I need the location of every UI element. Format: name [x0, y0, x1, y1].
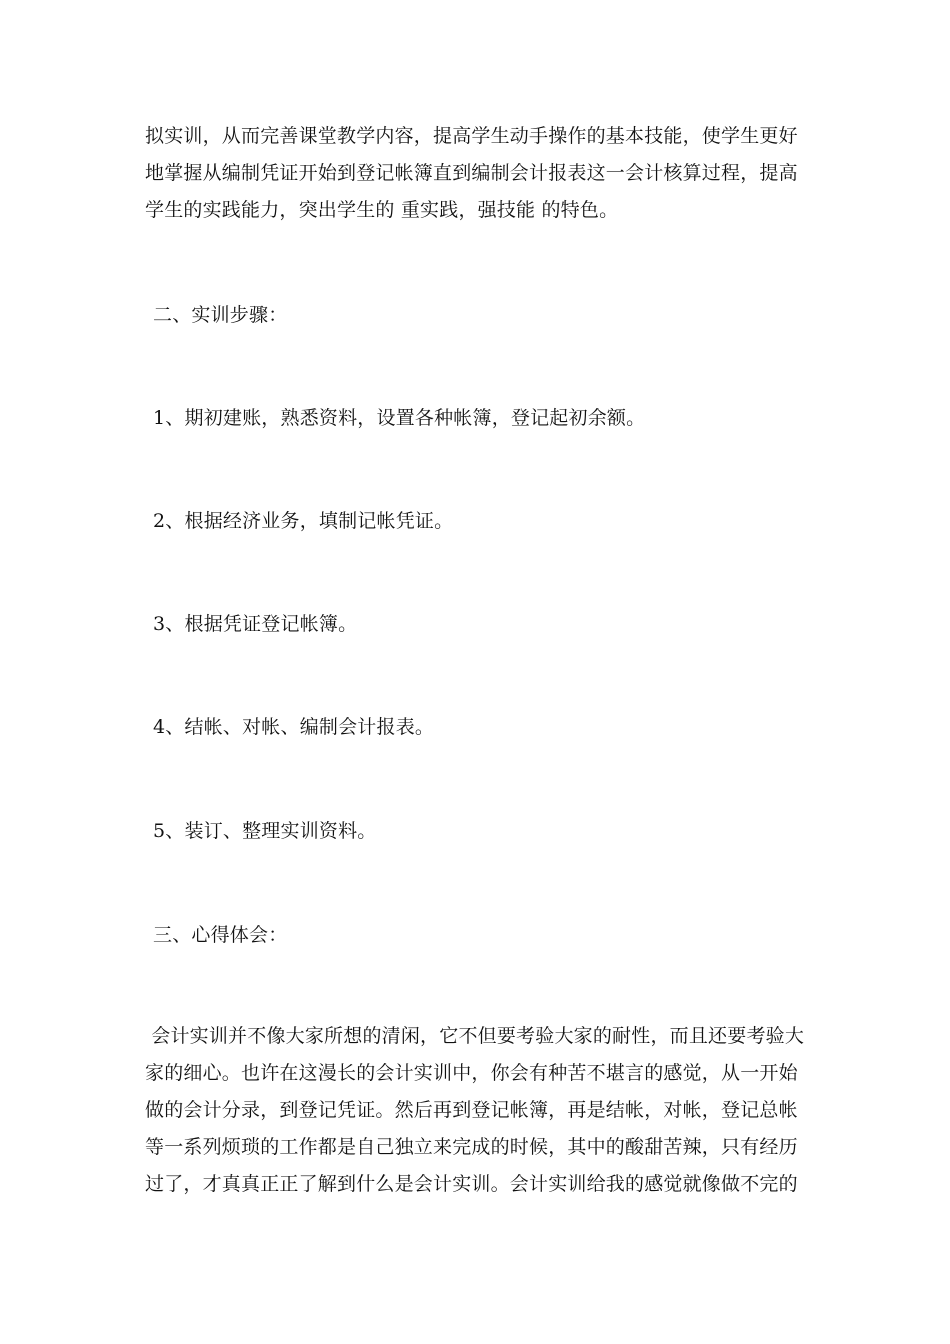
- reflection-line-1: 会计实训并不像大家所想的清闲，它不但要考验大家的耐性，而且还要考验大: [145, 1025, 805, 1047]
- step-item-1: 1、期初建账，熟悉资料，设置各种帐簿，登记起初余额。: [153, 407, 646, 429]
- section-three-heading: 三、心得体会：: [153, 924, 288, 946]
- intro-paragraph: [145, 118, 815, 229]
- reflection-line-4: 等一系列烦琐的工作都是自己独立来完成的时候，其中的酸甜苦辣，只有经历: [145, 1136, 798, 1158]
- reflection-line-5: 过了，才真真正正了解到什么是会计实训。会计实训给我的感觉就像做不完的: [145, 1173, 798, 1195]
- step-item-2: 2、根据经济业务，填制记帐凭证。: [153, 510, 454, 532]
- intro-line-1: 拟实训，从而完善课堂教学内容，提高学生动手操作的基本技能，使学生更好: [145, 125, 798, 147]
- reflection-paragraph: [145, 1018, 815, 1203]
- reflection-line-3: 做的会计分录，到登记凭证。然后再到登记帐簿，再是结帐，对帐，登记总帐: [145, 1099, 798, 1121]
- step-item-3: 3、根据凭证登记帐簿。: [153, 613, 358, 635]
- step-item-4: 4、结帐、对帐、编制会计报表。: [153, 716, 435, 738]
- intro-line-3: 学生的实践能力，突出学生的 重实践，强技能 的特色。: [145, 199, 619, 221]
- step-item-5: 5、装订、整理实训资料。: [153, 820, 377, 842]
- section-two-heading: 二、实训步骤：: [153, 304, 288, 326]
- reflection-line-2: 家的细心。也许在这漫长的会计实训中，你会有种苦不堪言的感觉，从一开始: [145, 1062, 798, 1084]
- intro-line-2: 地掌握从编制凭证开始到登记帐簿直到编制会计报表这一会计核算过程，提高: [145, 162, 798, 184]
